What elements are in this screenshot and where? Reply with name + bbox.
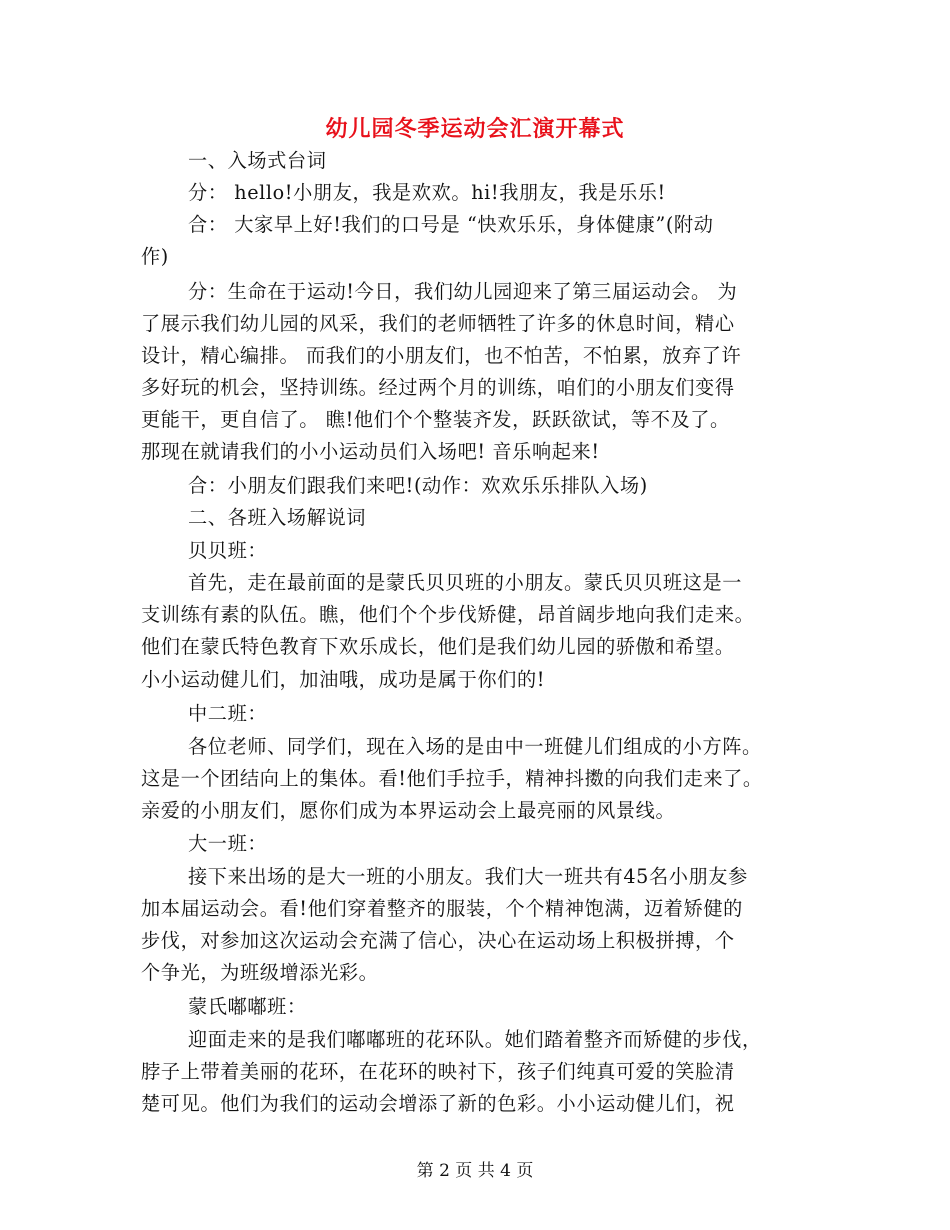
heading-entrance-lines: 一、入场式台词 <box>188 149 327 172</box>
page-number-footer: 第 2 页 共 4 页 <box>416 1161 534 1181</box>
paragraph-line: 那现在就请我们的小小运动员们入场吧! 音乐响起来! <box>141 440 600 463</box>
paragraph-line: 小小运动健儿们，加油哦，成功是属于你们的! <box>141 668 546 691</box>
paragraph-line: 脖子上带着美丽的花环，在花环的映衬下，孩子们纯真可爱的笑脸清 <box>141 1060 735 1083</box>
paragraph-line: 合： 大家早上好!我们的口号是 “快欢乐乐，身体健康”(附动 <box>188 213 714 236</box>
class-heading-beibei: 贝贝班： <box>188 539 268 562</box>
paragraph-line: 合：小朋友们跟我们来吧!(动作：欢欢乐乐排队入场) <box>188 474 648 497</box>
paragraph-line: 楚可见。他们为我们的运动会增添了新的色彩。小小运动健儿们，祝 <box>141 1092 735 1115</box>
paragraph-line: 了展示我们幼儿园的风采，我们的老师牺牲了许多的休息时间，精心 <box>141 312 735 335</box>
class-heading-zhonger: 中二班： <box>188 702 268 725</box>
paragraph-line: 首先，走在最前面的是蒙氏贝贝班的小朋友。蒙氏贝贝班这是一 <box>188 571 743 594</box>
class-heading-dudu: 蒙氏嘟嘟班： <box>188 995 307 1018</box>
paragraph-line: 加本届运动会。看!他们穿着整齐的服装，个个精神饱满，迈着矫健的 <box>141 897 743 920</box>
paragraph-line: 作) <box>141 245 169 268</box>
paragraph-line: 迎面走来的是我们嘟嘟班的花环队。她们踏着整齐而矫健的步伐， <box>188 1028 762 1051</box>
class-heading-dayi: 大一班： <box>188 832 268 855</box>
paragraph-line: 设计，精心编排。 而我们的小朋友们，也不怕苦，不怕累，放弃了许 <box>141 344 742 367</box>
paragraph-line: 支训练有素的队伍。瞧，他们个个步伐矫健，昂首阔步地向我们走来。 <box>141 603 755 626</box>
heading-class-commentary: 二、各班入场解说词 <box>188 506 367 529</box>
document-title: 幼儿园冬季运动会汇演开幕式 <box>325 117 625 142</box>
paragraph-line: 更能干，更自信了。 瞧!他们个个整装齐发，跃跃欲试，等不及了。 <box>141 408 730 431</box>
paragraph-line: 这是一个团结向上的集体。看!他们手拉手，精神抖擞的向我们走来了。 <box>141 767 763 790</box>
paragraph-line: 接下来出场的是大一班的小朋友。我们大一班共有45名小朋友参 <box>188 865 748 888</box>
paragraph-line: 个争光，为班级增添光彩。 <box>141 961 379 984</box>
paragraph-line: 分： hello!小朋友，我是欢欢。hi!我朋友，我是乐乐! <box>188 181 666 204</box>
paragraph-line: 各位老师、同学们，现在入场的是由中一班健儿们组成的小方阵。 <box>188 735 762 758</box>
paragraph-line: 亲爱的小朋友们，愿你们成为本界运动会上最亮丽的风景线。 <box>141 799 676 822</box>
paragraph-line: 他们在蒙氏特色教育下欢乐成长，他们是我们幼儿园的骄傲和希望。 <box>141 635 735 658</box>
paragraph-line: 步伐，对参加这次运动会充满了信心，决心在运动场上积极拼搏，个 <box>141 929 735 952</box>
paragraph-line: 多好玩的机会，坚持训练。经过两个月的训练，咱们的小朋友们变得 <box>141 376 735 399</box>
paragraph-line: 分：生命在于运动!今日，我们幼儿园迎来了第三届运动会。 为 <box>188 280 738 303</box>
